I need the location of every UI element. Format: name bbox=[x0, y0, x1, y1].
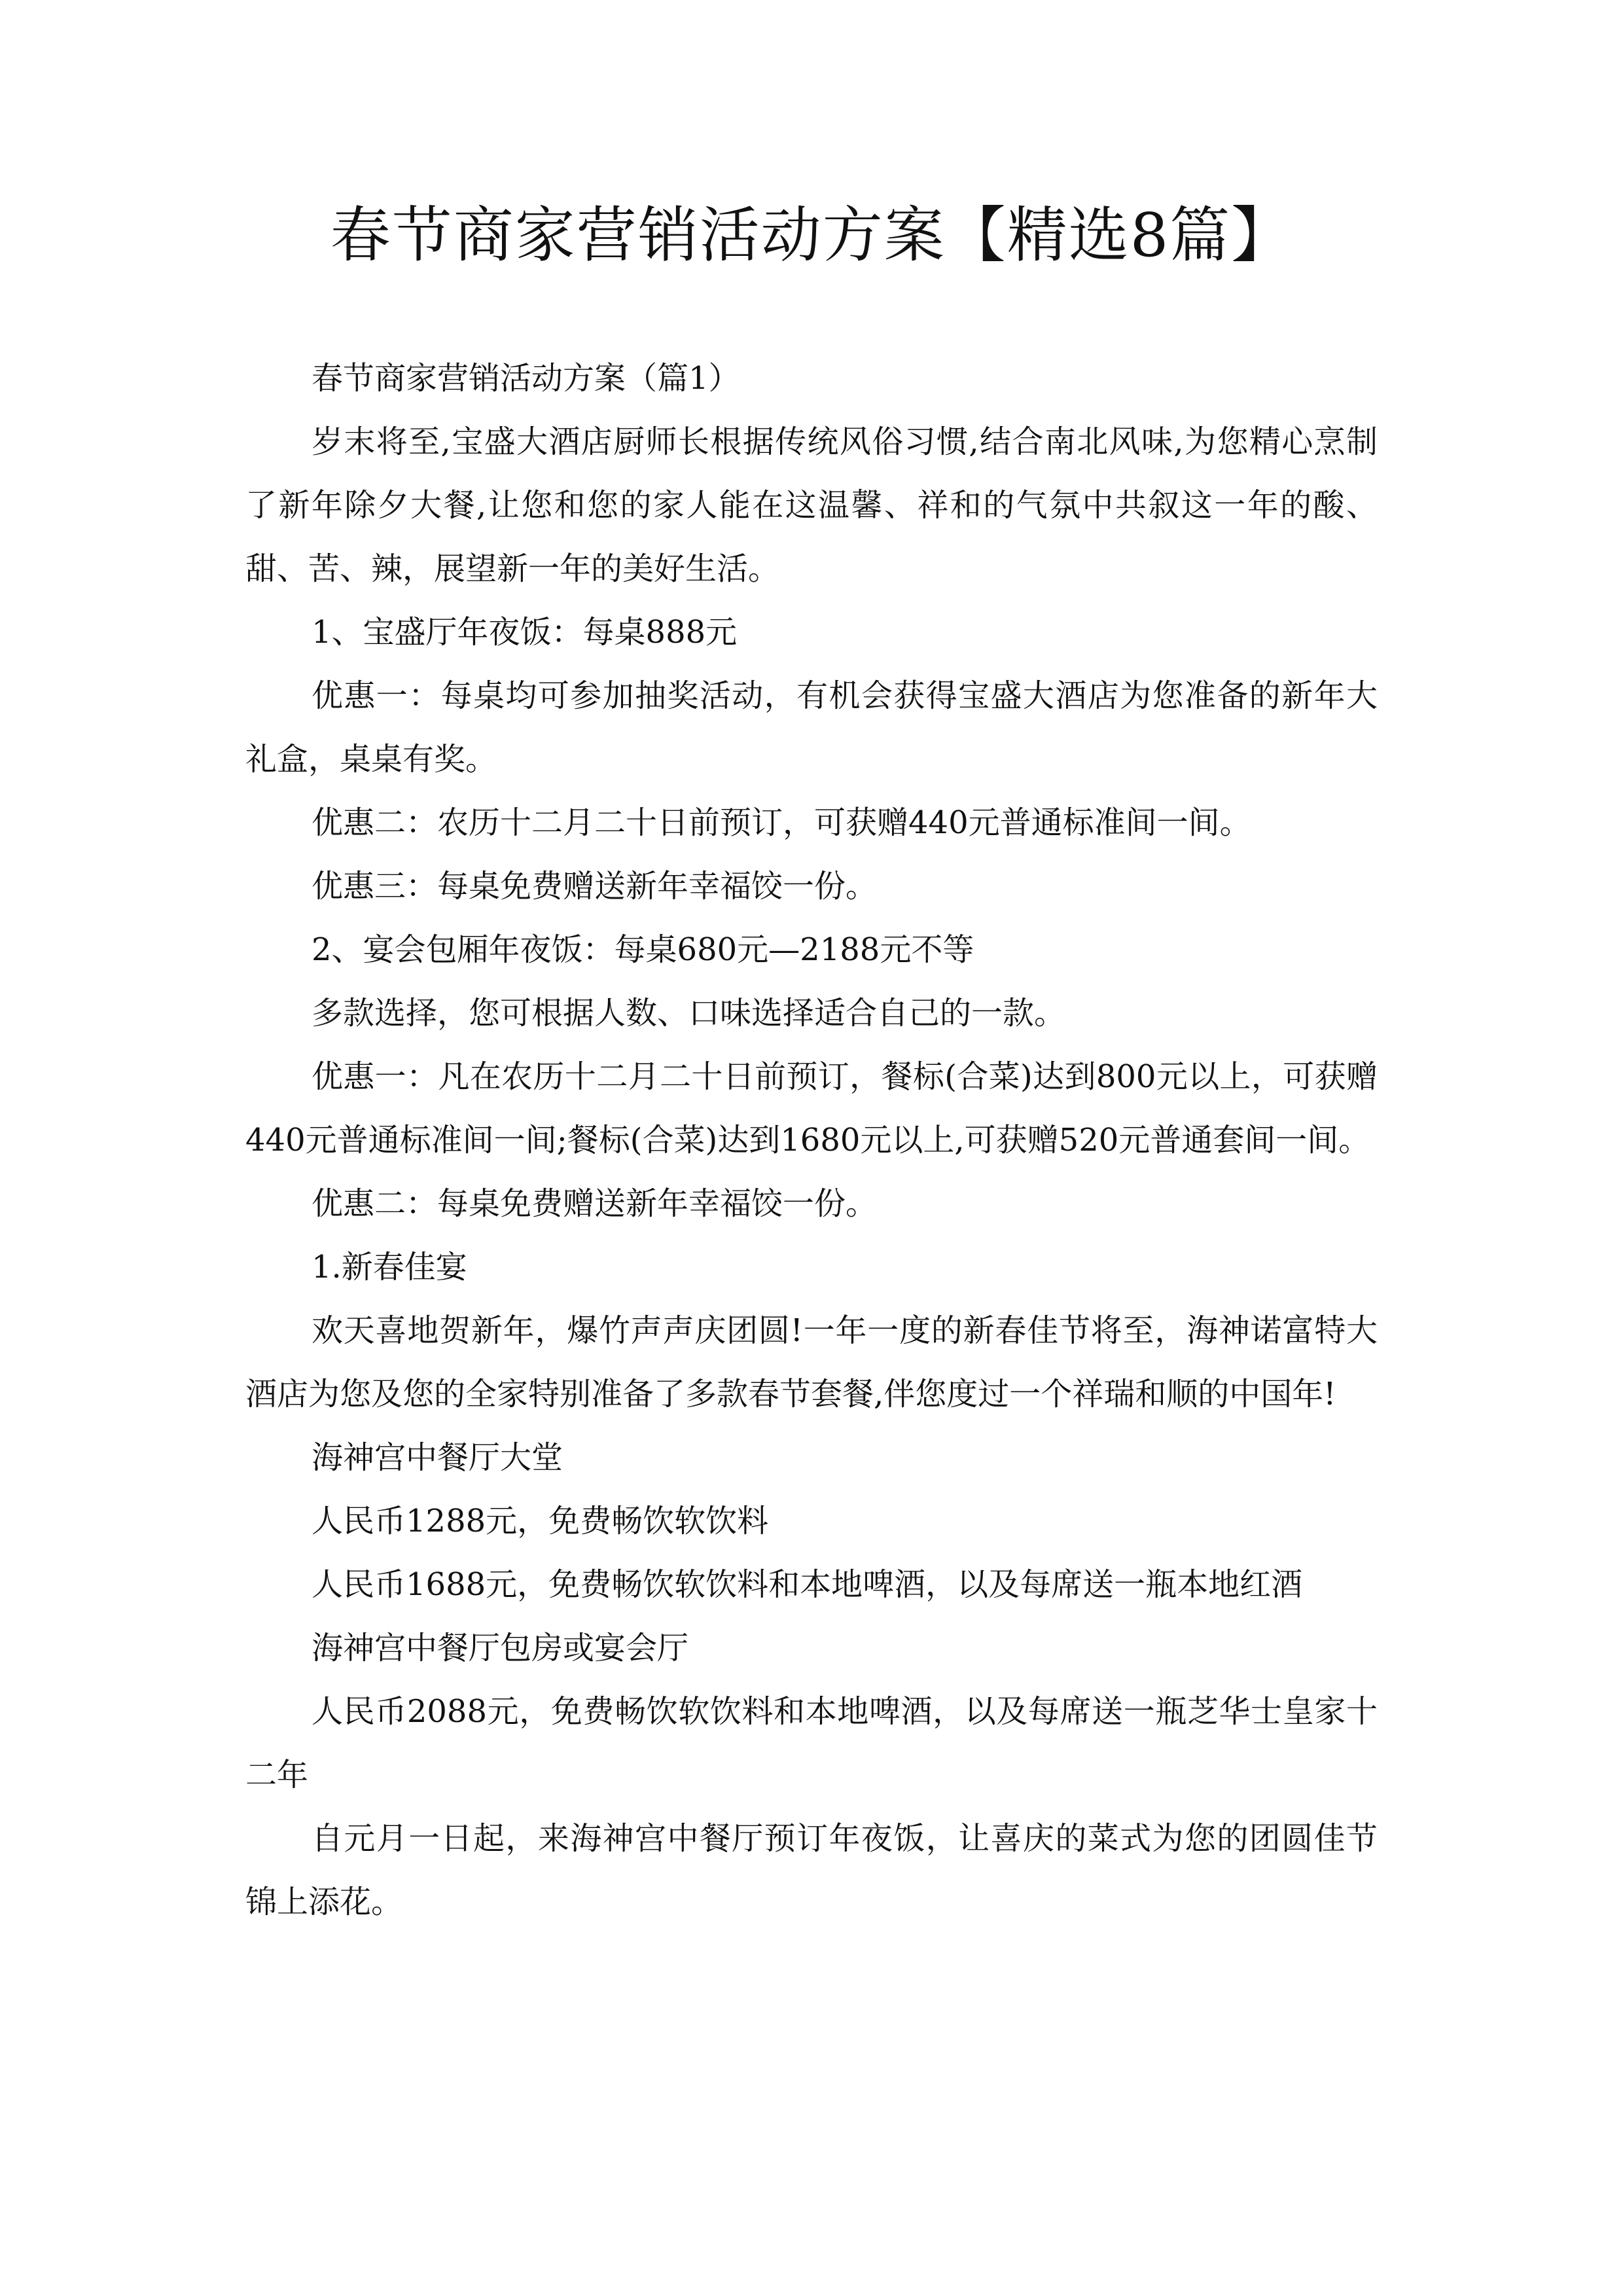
paragraph-choices: 多款选择，您可根据人数、口味选择适合自己的一款。 bbox=[312, 995, 1066, 1031]
paragraph-room-offer-2: 优惠二：每桌免费赠送新年幸福饺一份。 bbox=[312, 1185, 878, 1222]
document-title: 春节商家营销活动方案【精选8篇】 bbox=[330, 200, 1293, 270]
paragraph-intro: 岁末将至,宝盛大酒店厨师长根据传统风俗习惯,结合南北风味,为您精心烹制了新年除夕大餐,让您和您的家人能在这温馨、祥和的气氛中共叙这一年的酸、甜、苦、辣，展望新一年的美好生活。 bbox=[245, 423, 1378, 587]
paragraph-price-1688: 人民币1688元，免费畅饮软饮料和本地啤酒，以及每席送一瓶本地红酒 bbox=[312, 1566, 1303, 1603]
paragraph-restaurant-lobby: 海神宫中餐厅大堂 bbox=[312, 1439, 563, 1476]
paragraph-section-new-year-feast: 1.新春佳宴 bbox=[312, 1249, 467, 1285]
paragraph-offer-1: 优惠一：每桌均可参加抽奖活动，有机会获得宝盛大酒店为您准备的新年大礼盒，桌桌有奖。 bbox=[245, 677, 1378, 778]
document-body bbox=[245, 347, 1378, 1934]
paragraph-price-2088: 人民币2088元，免费畅饮软饮料和本地啤酒，以及每席送一瓶芝华士皇家十二年 bbox=[245, 1693, 1378, 1793]
paragraph-offer-3: 优惠三：每桌免费赠送新年幸福饺一份。 bbox=[312, 868, 878, 905]
paragraph-item-baosheng-hall: 1、宝盛厅年夜饭：每桌888元 bbox=[312, 614, 738, 651]
paragraph-price-1288: 人民币1288元，免费畅饮软饮料 bbox=[312, 1503, 769, 1539]
paragraph-hotel-intro: 欢天喜地贺新年，爆竹声声庆团圆!一年一度的新春佳节将至，海神诺富特大酒店为您及您的全家特别准备了多款春节套餐,伴您度过一个祥瑞和顺的中国年! bbox=[245, 1312, 1378, 1412]
paragraph-heading-part-1: 春节商家营销活动方案（篇1） bbox=[312, 360, 740, 397]
paragraph-room-offer-1: 优惠一：凡在农历十二月二十日前预订，餐标(合菜)达到800元以上，可获赠440元普通标准间一间;餐标(合菜)达到1680元以上,可获赠520元普通套间一间。 bbox=[245, 1058, 1378, 1158]
paragraph-offer-2: 优惠二：农历十二月二十日前预订，可获赠440元普通标准间一间。 bbox=[312, 804, 1251, 841]
paragraph-private-room: 海神宫中餐厅包房或宴会厅 bbox=[312, 1630, 689, 1666]
paragraph-booking-note: 自元月一日起，来海神宫中餐厅预订年夜饭，让喜庆的菜式为您的团圆佳节锦上添花。 bbox=[245, 1820, 1378, 1920]
paragraph-item-banquet-room: 2、宴会包厢年夜饭：每桌680元—2188元不等 bbox=[312, 931, 974, 968]
